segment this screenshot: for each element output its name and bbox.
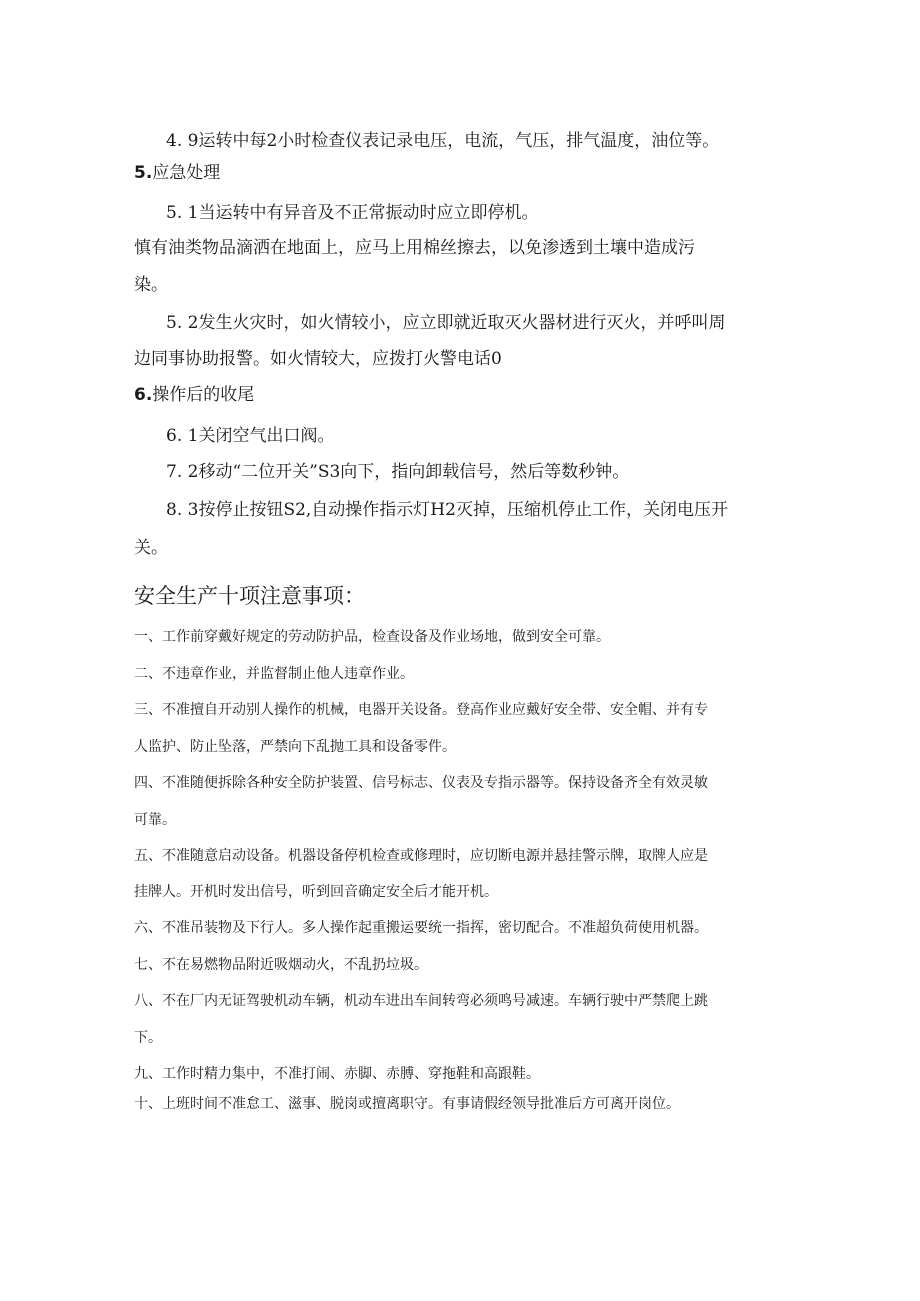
safety-rule-5-line-a: 五、不准随意启动设备。机器设备停机检查或修理时，应切断电源并悬挂警示牌，取牌人应是 [134, 848, 708, 864]
safety-rule-7: 七、不在易燃物品附近吸烟动火，不乱扔垃圾。 [134, 957, 428, 973]
item-5-2-line-a: 5. 2发生火灾时，如火情较小，应立即就近取灭火器材进行灭火，并呼叫周 [166, 313, 726, 333]
section-6-heading [134, 387, 254, 404]
safety-rule-2: 二、不违章作业，并监督制止他人违章作业。 [134, 666, 414, 682]
item-4-9: 4. 9运转中每2小时检查仪表记录电压，电流，气压，排气温度，油位等。 [166, 131, 720, 151]
section-6-number: 6. [134, 385, 153, 405]
safety-title: 安全生产十项注意事项： [134, 584, 365, 608]
safety-rule-8-line-b: 下。 [134, 1030, 162, 1046]
safety-rule-3-line-b: 人监护、防止坠落，严禁向下乱抛工具和设备零件。 [134, 739, 456, 755]
item-5-2-line-b: 边同事协助报警。如火情较大，应拨打火警电话0 [134, 349, 502, 369]
item-8-3-line-a: 8. 3按停止按钮S2,自动操作指示灯H2灭掉，压缩机停止工作，关闭电压开 [166, 500, 728, 520]
section-5-heading [134, 165, 220, 182]
safety-rule-9: 九、工作时精力集中，不准打闹、赤脚、赤膊、穿拖鞋和高跟鞋。 [134, 1066, 540, 1082]
section-5-number: 5. [134, 163, 153, 183]
item-5-1-continuation-a: 慎有油类物品滴洒在地面上，应马上用棉丝擦去，以免渗透到土壤中造成污 [134, 238, 695, 258]
item-6-1: 6. 1关闭空气出口阀。 [166, 426, 335, 446]
safety-rule-4-line-b: 可靠。 [134, 812, 176, 828]
safety-rule-5-line-b: 挂牌人。开机时发出信号，听到回音确定安全后才能开机。 [134, 884, 498, 900]
item-8-3-line-b: 关。 [134, 538, 168, 558]
safety-rule-10: 十、上班时间不准怠工、滋事、脱岗或擅离职守。有事请假经领导批准后方可离开岗位。 [134, 1096, 680, 1112]
safety-rule-1: 一、工作前穿戴好规定的劳动防护品，检查设备及作业场地，做到安全可靠。 [134, 629, 610, 645]
safety-rule-8-line-a: 八、不在厂内无证驾驶机动车辆，机动车进出车间转弯必须鸣号减速。车辆行驶中严禁爬上跳 [134, 993, 708, 1009]
section-6-title: 操作后的收尾 [152, 385, 255, 405]
item-5-1-continuation-b: 染。 [134, 275, 168, 295]
item-5-1: 5. 1当运转中有异音及不正常振动时应立即停机。 [166, 203, 539, 223]
item-7-2: 7. 2移动“二位开关”S3向下，指向卸载信号，然后等数秒钟。 [166, 462, 630, 482]
safety-rule-3-line-a: 三、不准擅自开动别人操作的机械，电器开关设备。登高作业应戴好安全带、安全帽、并有专 [134, 702, 708, 718]
section-5-title: 应急处理 [152, 163, 221, 183]
safety-rule-6: 六、不准吊装物及下行人。多人操作起重搬运要统一指挥，密切配合。不准超负荷使用机器。 [134, 920, 708, 936]
safety-rule-4-line-a: 四、不准随便拆除各种安全防护装置、信号标志、仪表及专指示器等。保持设备齐全有效灵敏 [134, 775, 708, 791]
